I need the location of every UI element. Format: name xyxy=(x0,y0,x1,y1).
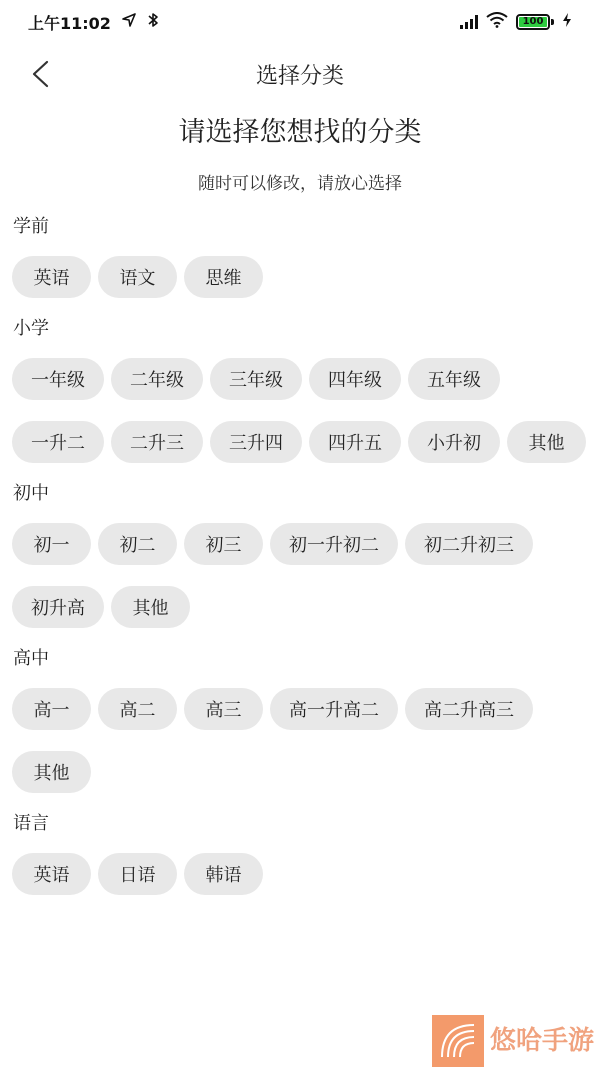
category-sections xyxy=(0,212,600,895)
watermark xyxy=(432,1015,600,1067)
nav-bar xyxy=(0,44,600,104)
watermark-text: 悠哈手游 xyxy=(490,1026,595,1056)
category-section xyxy=(12,809,588,895)
chip-group xyxy=(12,523,588,628)
status-time: 上午11:02 xyxy=(28,13,111,33)
category-chip[interactable]: 其他 xyxy=(111,586,190,628)
category-chip[interactable]: 一年级 xyxy=(12,358,104,400)
category-chip[interactable]: 初三 xyxy=(184,523,263,565)
status-left xyxy=(28,11,159,34)
category-section xyxy=(12,644,588,793)
category-chip[interactable]: 英语 xyxy=(12,853,91,895)
category-chip[interactable]: 初二升初三 xyxy=(405,523,533,565)
category-chip[interactable]: 高一 xyxy=(12,688,91,730)
category-chip[interactable]: 高二升高三 xyxy=(405,688,533,730)
category-chip[interactable]: 初一 xyxy=(12,523,91,565)
category-section xyxy=(12,314,588,463)
category-chip[interactable]: 其他 xyxy=(507,421,586,463)
section-title: 语言 xyxy=(13,813,49,834)
category-chip[interactable]: 一升二 xyxy=(12,421,104,463)
category-chip[interactable]: 思维 xyxy=(184,256,263,298)
category-chip[interactable]: 日语 xyxy=(98,853,177,895)
category-chip[interactable]: 五年级 xyxy=(408,358,500,400)
subline: 随时可以修改，请放心选择 xyxy=(198,174,402,194)
charging-icon xyxy=(562,12,572,32)
chip-group xyxy=(12,688,588,793)
category-chip[interactable]: 四年级 xyxy=(309,358,401,400)
category-chip[interactable]: 高三 xyxy=(184,688,263,730)
battery-icon xyxy=(516,14,554,30)
page-title: 选择分类 xyxy=(255,63,344,89)
category-chip[interactable]: 其他 xyxy=(12,751,91,793)
chip-group xyxy=(12,358,588,463)
status-bar xyxy=(0,0,600,44)
category-chip[interactable]: 韩语 xyxy=(184,853,263,895)
category-chip[interactable]: 初升高 xyxy=(12,586,104,628)
chip-group xyxy=(12,853,588,895)
category-section xyxy=(12,479,588,628)
section-title: 小学 xyxy=(13,318,49,339)
category-chip[interactable]: 初二 xyxy=(98,523,177,565)
category-chip[interactable]: 高二 xyxy=(98,688,177,730)
bluetooth-icon xyxy=(147,12,159,32)
category-chip[interactable]: 三年级 xyxy=(210,358,302,400)
category-chip[interactable]: 高一升高二 xyxy=(270,688,398,730)
wifi-icon xyxy=(486,12,508,32)
category-chip[interactable]: 初一升初二 xyxy=(270,523,398,565)
category-chip[interactable]: 二年级 xyxy=(111,358,203,400)
back-button[interactable] xyxy=(22,56,58,92)
section-title: 高中 xyxy=(13,648,49,669)
category-section xyxy=(12,212,588,298)
headline: 请选择您想找的分类 xyxy=(178,117,422,148)
chip-group xyxy=(12,256,588,298)
status-right xyxy=(460,12,572,32)
category-chip[interactable]: 语文 xyxy=(98,256,177,298)
category-chip[interactable]: 三升四 xyxy=(210,421,302,463)
watermark-logo-icon xyxy=(432,1015,484,1067)
section-title: 学前 xyxy=(13,216,49,237)
battery-level: 100 xyxy=(519,17,547,27)
category-chip[interactable]: 四升五 xyxy=(309,421,401,463)
location-icon xyxy=(121,12,137,32)
category-chip[interactable]: 二升三 xyxy=(111,421,203,463)
chevron-left-icon xyxy=(29,59,51,89)
signal-icon xyxy=(460,15,478,29)
category-chip[interactable]: 英语 xyxy=(12,256,91,298)
section-title: 初中 xyxy=(13,483,49,504)
category-chip[interactable]: 小升初 xyxy=(408,421,500,463)
